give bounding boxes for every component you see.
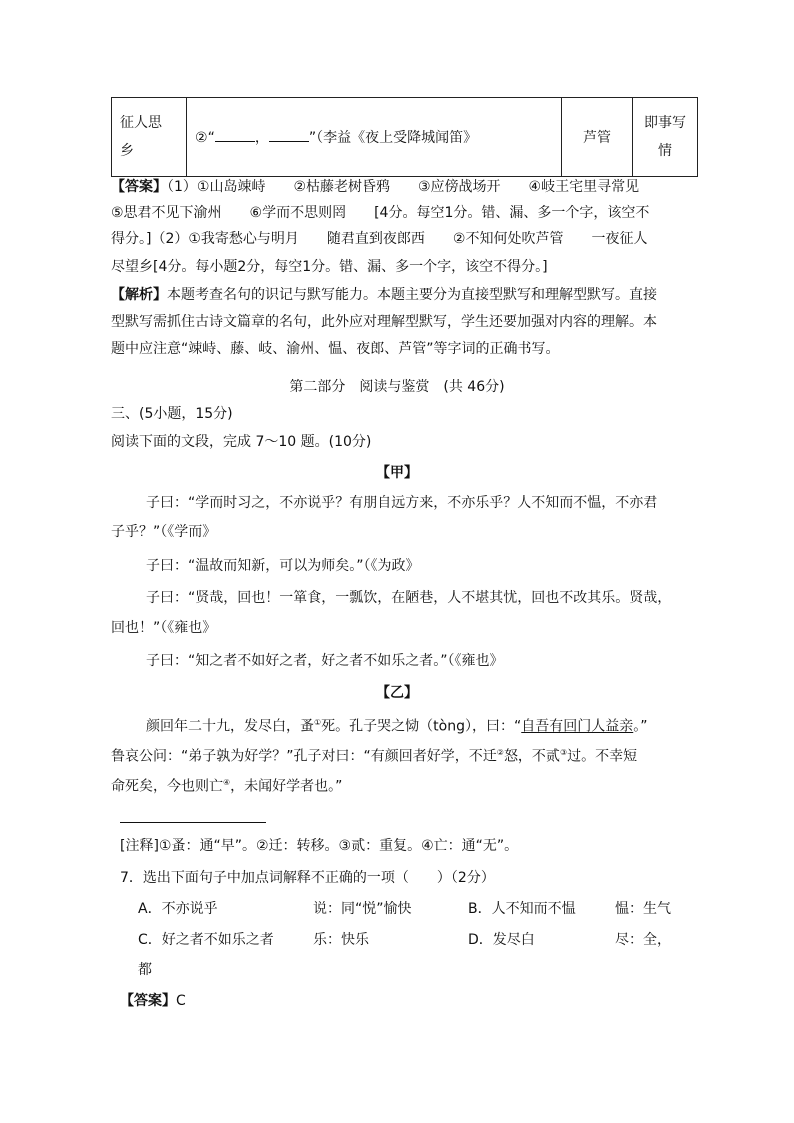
jia-line-1: 子曰：“学而时习之，不亦说乎？有朋自远方来，不亦乐乎？人不知而不愠，不亦君 (146, 495, 658, 511)
answer-line-2: ⑤思君不见下渝州 ⑥学而不思则罔 [4分。每空1分。错、漏、多一个字，该空不 (111, 205, 650, 221)
option-d[interactable]: D．发尽白 (468, 932, 535, 948)
section-label: 【答案】 (111, 179, 167, 195)
passage-yi-label: 【乙】 (376, 685, 418, 701)
table-cell-image: 芦管 (562, 98, 633, 177)
note-ref: ③ (559, 748, 568, 757)
jia-line-4: 子曰：“贤哉，回也！一箪食，一瓢饮，在陋巷，人不堪其忧，回也不改其乐。贤哉， (146, 590, 672, 606)
quote-close: ” (308, 130, 317, 146)
theme-line-1: 征人思 (120, 115, 162, 131)
option-a[interactable]: A．不亦说乎 (138, 901, 218, 917)
yi-text: 鲁哀公问：“弟子孰为好学？”孔子对曰：“有颜回者好学，不迁 (111, 748, 497, 765)
option-a-explanation: 说：同“悦”愉快 (313, 901, 412, 917)
yi-line-1 (146, 713, 648, 737)
yi-line-3 (111, 773, 342, 797)
yi-text: 死。孔子哭之恸（tòng），曰：“ (321, 718, 522, 735)
poem-source: （李益《夜上受降城闻笛》 (316, 130, 478, 146)
question-7-answer: 【答案】C (120, 993, 186, 1009)
yi-text: 怒，不贰 (503, 748, 560, 765)
yi-text: 过。不幸短 (567, 748, 638, 765)
yi-text: 颜回年二十九，发尽白，蚤 (146, 718, 314, 735)
table-cell-theme (112, 98, 187, 177)
footnote-divider (120, 822, 266, 823)
yi-text: 命死矣，今也则亡 (111, 778, 223, 795)
footnote: [注释]①蚤：通“早”。②迁：转移。③贰：重复。④亡：通“无”。 (120, 838, 519, 854)
analysis-line-1: 【解析】本题考查名句的识记与默写能力。本题主要分为直接型默写和理解型默写。直接 (111, 287, 657, 303)
option-d-explanation-cont: 都 (138, 962, 152, 978)
fill-blank-1[interactable] (215, 129, 255, 142)
option-d-explanation: 尽：全， (615, 932, 671, 948)
passage-jia-label: 【甲】 (376, 465, 418, 481)
jia-line-6: 子曰：“知之者不如好之者，好之者不如乐之者。”（《雍也》 (146, 653, 504, 669)
question-7-stem: 7．选出下面句子中加点词解释不正确的一项（ ）（2分） (120, 870, 495, 886)
part-heading: 三、(5小题，15分) (111, 406, 233, 422)
poetry-table (111, 97, 698, 177)
note-ref: ① (314, 718, 322, 727)
blank-number: ② (195, 130, 208, 146)
jia-line-2: 子乎？”（《学而》 (111, 524, 217, 540)
technique-line-2: 情 (658, 143, 672, 159)
analysis-line-2: 型默写需抓住古诗文篇章的名句，此外应对理解型默写，学生还要加强对内容的理解。本 (111, 314, 657, 330)
jia-line-3: 子曰：“温故而知新，可以为师矣。”（《为政》 (146, 558, 420, 574)
fill-blank-2[interactable] (269, 129, 309, 142)
section-title: 第二部分 阅读与鉴赏 (共 46分) (289, 379, 505, 395)
answer-line-3: 得分。]（2）①我寄愁心与明月 随君直到夜郎西 ②不知何处吹芦管 一夜征人 (111, 231, 648, 247)
table-cell-blank (187, 98, 562, 177)
note-ref: ② (496, 748, 504, 757)
underlined-sentence: 自吾有回门人益亲 (521, 718, 634, 735)
technique-line-1: 即事写 (644, 115, 686, 131)
yi-line-2 (111, 743, 637, 767)
section-label: 【答案】 (120, 993, 176, 1009)
jia-line-5: 回也！”（《雍也》 (111, 620, 217, 636)
answer-line-4: 尽望乡[4分。每小题2分，每空1分。错、漏、多一个字，该空不得分。] (111, 259, 548, 275)
option-c[interactable]: C．好之者不如乐之者 (138, 932, 274, 948)
blank-separator: ， (254, 130, 269, 146)
yi-text: ，未闻好学者也。” (230, 778, 343, 795)
option-b-explanation: 愠：生气 (615, 901, 671, 917)
option-b[interactable]: B．人不知而不愠 (468, 901, 576, 917)
note-ref: ④ (223, 778, 231, 787)
yi-text: 。” (633, 718, 648, 735)
analysis-line-3: 题中应注意“竦峙、藤、岐、渝州、愠、夜郎、芦管”等字词的正确书写。 (111, 341, 560, 357)
quote-open: “ (207, 130, 215, 146)
answer-line-1: 【答案】（1）①山岛竦峙 ②枯藤老树昏鸦 ③应傍战场开 ④岐王宅里寻常见 (111, 179, 640, 195)
theme-line-2: 乡 (120, 143, 134, 159)
table-cell-technique (633, 98, 698, 177)
option-c-explanation: 乐：快乐 (313, 932, 369, 948)
section-label: 【解析】 (111, 287, 167, 303)
reading-instruction: 阅读下面的文段，完成 7～10 题。(10分) (111, 434, 372, 450)
